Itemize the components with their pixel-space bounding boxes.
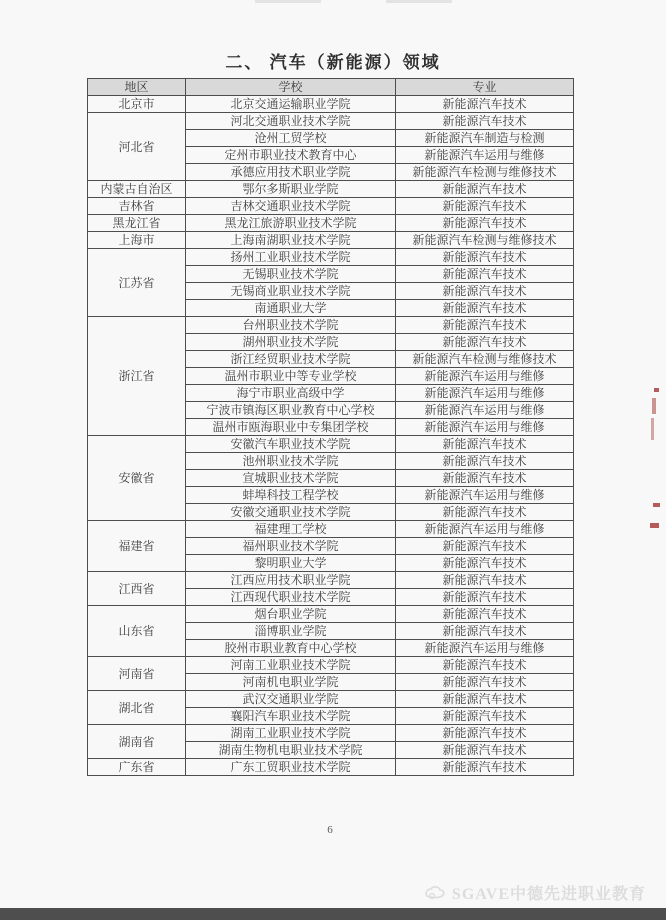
major-cell: 新能源汽车运用与维修: [396, 147, 574, 164]
region-cell: 山东省: [88, 606, 186, 657]
major-cell: 新能源汽车技术: [396, 708, 574, 725]
region-cell: 安徽省: [88, 436, 186, 521]
table-row: [88, 521, 574, 538]
school-cell: 安徽交通职业技术学院: [186, 504, 396, 521]
major-cell: 新能源汽车技术: [396, 589, 574, 606]
major-cell: 新能源汽车技术: [396, 453, 574, 470]
region-cell: 上海市: [88, 232, 186, 249]
school-cell: 河南工业职业技术学院: [186, 657, 396, 674]
school-cell: 黎明职业大学: [186, 555, 396, 572]
school-cell: 鄂尔多斯职业学院: [186, 181, 396, 198]
region-cell: 浙江省: [88, 317, 186, 436]
footer-brand-text: SGAVE中德先进职业教育: [451, 886, 646, 903]
major-cell: 新能源汽车检测与维修技术: [396, 164, 574, 181]
major-cell: 新能源汽车运用与维修: [396, 487, 574, 504]
school-cell: 湖南生物机电职业技术学院: [186, 742, 396, 759]
major-cell: 新能源汽车技术: [396, 300, 574, 317]
school-cell: 胶州市职业教育中心学校: [186, 640, 396, 657]
region-cell: 湖南省: [88, 725, 186, 759]
major-cell: 新能源汽车技术: [396, 725, 574, 742]
table-body: [88, 96, 574, 776]
school-cell: 浙江经贸职业技术学院: [186, 351, 396, 368]
major-cell: 新能源汽车技术: [396, 555, 574, 572]
region-cell: 内蒙古自治区: [88, 181, 186, 198]
school-cell: 湖南工业职业技术学院: [186, 725, 396, 742]
footer-brand: [424, 881, 646, 904]
schools-table: [87, 78, 574, 776]
table-row: [88, 572, 574, 589]
major-cell: 新能源汽车运用与维修: [396, 419, 574, 436]
major-cell: 新能源汽车技术: [396, 317, 574, 334]
school-cell: 淄博职业学院: [186, 623, 396, 640]
region-cell: 湖北省: [88, 691, 186, 725]
major-cell: 新能源汽车技术: [396, 759, 574, 776]
table-row: [88, 96, 574, 113]
header-school: 学校: [186, 79, 396, 96]
major-cell: 新能源汽车技术: [396, 436, 574, 453]
table-row: [88, 606, 574, 623]
school-cell: 广东工贸职业技术学院: [186, 759, 396, 776]
school-cell: 温州市瓯海职业中专集团学校: [186, 419, 396, 436]
region-cell: 江苏省: [88, 249, 186, 317]
school-cell: 安徽汽车职业技术学院: [186, 436, 396, 453]
table-row: [88, 725, 574, 742]
red-ink-mark: [653, 503, 660, 507]
school-cell: 江西现代职业技术学院: [186, 589, 396, 606]
school-cell: 黑龙江旅游职业技术学院: [186, 215, 396, 232]
school-cell: 蚌埠科技工程学校: [186, 487, 396, 504]
major-cell: 新能源汽车技术: [396, 96, 574, 113]
table-row: [88, 657, 574, 674]
school-cell: 烟台职业学院: [186, 606, 396, 623]
school-cell: 河北交通职业技术学院: [186, 113, 396, 130]
sgave-logo-icon: [424, 884, 446, 902]
major-cell: 新能源汽车检测与维修技术: [396, 351, 574, 368]
region-cell: 江西省: [88, 572, 186, 606]
table-row: [88, 198, 574, 215]
school-cell: 武汉交通职业学院: [186, 691, 396, 708]
red-ink-mark: [651, 418, 654, 440]
header-major: 专业: [396, 79, 574, 96]
section-title: 二、 汽车（新能源）领域: [225, 53, 441, 72]
major-cell: 新能源汽车技术: [396, 215, 574, 232]
region-cell: 黑龙江省: [88, 215, 186, 232]
school-cell: 吉林交通职业技术学院: [186, 198, 396, 215]
region-cell: 吉林省: [88, 198, 186, 215]
major-cell: 新能源汽车技术: [396, 606, 574, 623]
school-cell: 湖州职业技术学院: [186, 334, 396, 351]
table-row: [88, 436, 574, 453]
table-row: [88, 232, 574, 249]
major-cell: 新能源汽车技术: [396, 691, 574, 708]
major-cell: 新能源汽车技术: [396, 283, 574, 300]
major-cell: 新能源汽车技术: [396, 113, 574, 130]
page-number: 6: [327, 824, 333, 836]
school-cell: 承德应用技术职业学院: [186, 164, 396, 181]
school-cell: 南通职业大学: [186, 300, 396, 317]
table-row: [88, 691, 574, 708]
major-cell: 新能源汽车技术: [396, 181, 574, 198]
school-cell: 扬州工业职业技术学院: [186, 249, 396, 266]
region-cell: 北京市: [88, 96, 186, 113]
table-header-row: [88, 79, 574, 96]
school-cell: 福建理工学校: [186, 521, 396, 538]
major-cell: 新能源汽车技术: [396, 623, 574, 640]
major-cell: 新能源汽车运用与维修: [396, 640, 574, 657]
major-cell: 新能源汽车技术: [396, 198, 574, 215]
region-cell: 广东省: [88, 759, 186, 776]
major-cell: 新能源汽车技术: [396, 266, 574, 283]
school-cell: 无锡职业技术学院: [186, 266, 396, 283]
major-cell: 新能源汽车技术: [396, 470, 574, 487]
table-row: [88, 249, 574, 266]
school-cell: 江西应用技术职业学院: [186, 572, 396, 589]
major-cell: 新能源汽车技术: [396, 334, 574, 351]
region-cell: 河北省: [88, 113, 186, 181]
table-row: [88, 113, 574, 130]
school-cell: 沧州工贸学校: [186, 130, 396, 147]
major-cell: 新能源汽车技术: [396, 657, 574, 674]
major-cell: 新能源汽车技术: [396, 538, 574, 555]
major-cell: 新能源汽车技术: [396, 504, 574, 521]
major-cell: 新能源汽车运用与维修: [396, 521, 574, 538]
major-cell: 新能源汽车检测与维修技术: [396, 232, 574, 249]
red-ink-mark: [652, 398, 656, 414]
scan-artifact: [255, 0, 321, 3]
school-cell: 定州市职业技术教育中心: [186, 147, 396, 164]
red-ink-mark: [654, 388, 659, 392]
major-cell: 新能源汽车运用与维修: [396, 368, 574, 385]
major-cell: 新能源汽车技术: [396, 572, 574, 589]
school-cell: 台州职业技术学院: [186, 317, 396, 334]
major-cell: 新能源汽车技术: [396, 742, 574, 759]
region-cell: 河南省: [88, 657, 186, 691]
school-cell: 福州职业技术学院: [186, 538, 396, 555]
scan-artifact: [386, 0, 452, 3]
school-cell: 宣城职业技术学院: [186, 470, 396, 487]
school-cell: 上海南湖职业技术学院: [186, 232, 396, 249]
table-row: [88, 317, 574, 334]
header-region: 地区: [88, 79, 186, 96]
red-ink-mark: [650, 523, 659, 528]
major-cell: 新能源汽车技术: [396, 249, 574, 266]
bottom-bar: [0, 908, 666, 920]
table-row: [88, 215, 574, 232]
school-cell: 无锡商业职业技术学院: [186, 283, 396, 300]
school-cell: 河南机电职业学院: [186, 674, 396, 691]
school-cell: 池州职业技术学院: [186, 453, 396, 470]
school-cell: 温州市职业中等专业学校: [186, 368, 396, 385]
table-row: [88, 181, 574, 198]
school-cell: 宁波市镇海区职业教育中心学校: [186, 402, 396, 419]
region-cell: 福建省: [88, 521, 186, 572]
school-cell: 襄阳汽车职业技术学院: [186, 708, 396, 725]
major-cell: 新能源汽车运用与维修: [396, 385, 574, 402]
school-cell: 海宁市职业高级中学: [186, 385, 396, 402]
school-cell: 北京交通运输职业学院: [186, 96, 396, 113]
major-cell: 新能源汽车运用与维修: [396, 402, 574, 419]
table-row: [88, 759, 574, 776]
major-cell: 新能源汽车技术: [396, 674, 574, 691]
major-cell: 新能源汽车制造与检测: [396, 130, 574, 147]
